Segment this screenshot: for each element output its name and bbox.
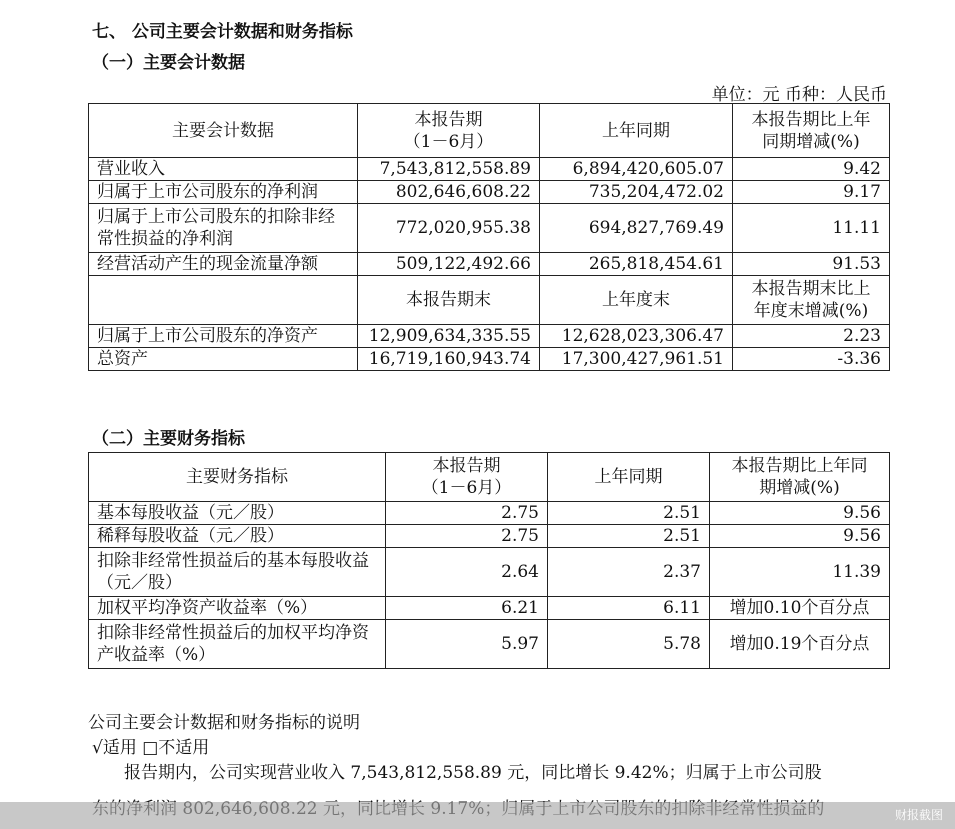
table-cell: 9.56 — [710, 525, 890, 548]
table-cell: 12,628,023,306.47 — [540, 325, 733, 348]
table-cell: 经营活动产生的现金流量净额 — [89, 253, 358, 276]
table-cell: 扣除非经常性损益后的基本每股收益（元／股） — [89, 548, 386, 597]
table-cell: 2.75 — [386, 502, 548, 525]
table-cell: 509,122,492.66 — [358, 253, 540, 276]
table-cell: 5.97 — [386, 620, 548, 669]
table-cell: 扣除非经常性损益后的加权平均净资产收益率（%） — [89, 620, 386, 669]
table-cell: 2.64 — [386, 548, 548, 597]
table-cell: 基本每股收益（元／股） — [89, 502, 386, 525]
header-cell: 上年度末 — [540, 276, 733, 325]
table-cell: 归属于上市公司股东的净资产 — [89, 325, 358, 348]
table-row — [89, 253, 890, 276]
table-cell: 265,818,454.61 — [540, 253, 733, 276]
header-cell: 主要财务指标 — [89, 453, 386, 502]
table-row — [89, 620, 890, 669]
notes-paragraph-line1: 报告期内，公司实现营业收入 7,543,812,558.89 元，同比增长 9.42%；归属于上市公司股 — [124, 763, 822, 783]
table-cell: 6.11 — [548, 597, 710, 620]
table-cell: 7,543,812,558.89 — [358, 158, 540, 181]
header-cell: 本报告期 （1－6月） — [386, 453, 548, 502]
header-cell: 上年同期 — [548, 453, 710, 502]
table-cell: 5.78 — [548, 620, 710, 669]
header-cell — [89, 276, 358, 325]
table-cell: 735,204,472.02 — [540, 181, 733, 204]
watermark: 财报截图 — [894, 808, 943, 822]
table-cell: 总资产 — [89, 348, 358, 371]
table-cell: 91.53 — [733, 253, 890, 276]
currency-unit: 单位：元 币种：人民币 — [711, 85, 887, 105]
table-cell: 9.42 — [733, 158, 890, 181]
table-row — [89, 325, 890, 348]
table-header-row — [89, 453, 890, 502]
table-cell: 9.17 — [733, 181, 890, 204]
table-cell: 6,894,420,605.07 — [540, 158, 733, 181]
table-row — [89, 597, 890, 620]
table-row — [89, 502, 890, 525]
table-cell: 稀释每股收益（元／股） — [89, 525, 386, 548]
accounting-data-table — [88, 103, 890, 371]
table-cell: 16,719,160,943.74 — [358, 348, 540, 371]
table-cell: -3.36 — [733, 348, 890, 371]
footer-bar — [0, 802, 955, 829]
subheading-accounting-data: （一）主要会计数据 — [92, 53, 245, 73]
table-header-row — [89, 276, 890, 325]
table-cell: 营业收入 — [89, 158, 358, 181]
header-cell: 本报告期末比上 年度末增减(%) — [733, 276, 890, 325]
table-cell: 17,300,427,961.51 — [540, 348, 733, 371]
table-cell: 6.21 — [386, 597, 548, 620]
header-cell: 上年同期 — [540, 104, 733, 158]
table-cell: 694,827,769.49 — [540, 204, 733, 253]
table-cell: 772,020,955.38 — [358, 204, 540, 253]
notes-title: 公司主要会计数据和财务指标的说明 — [88, 713, 360, 733]
table-cell: 2.37 — [548, 548, 710, 597]
header-cell: 主要会计数据 — [89, 104, 358, 158]
subheading-financial-indicators: （二）主要财务指标 — [92, 429, 245, 449]
table-cell: 归属于上市公司股东的净利润 — [89, 181, 358, 204]
section-heading: 七、 公司主要会计数据和财务指标 — [92, 22, 353, 42]
table-cell: 2.51 — [548, 525, 710, 548]
header-cell: 本报告期比上年 同期增减(%) — [733, 104, 890, 158]
table-row — [89, 525, 890, 548]
header-cell: 本报告期末 — [358, 276, 540, 325]
table-cell: 9.56 — [710, 502, 890, 525]
table-row — [89, 158, 890, 181]
table-cell: 2.51 — [548, 502, 710, 525]
table-row — [89, 548, 890, 597]
table-cell: 增加0.10个百分点 — [710, 597, 890, 620]
table-cell: 归属于上市公司股东的扣除非经常性损益的净利润 — [89, 204, 358, 253]
header-cell: 本报告期比上年同 期增减(%) — [710, 453, 890, 502]
applicable-checkbox-text: √适用 □不适用 — [92, 738, 210, 758]
table-row — [89, 204, 890, 253]
table-cell: 11.11 — [733, 204, 890, 253]
table-cell: 2.75 — [386, 525, 548, 548]
table-cell: 2.23 — [733, 325, 890, 348]
table-cell: 12,909,634,335.55 — [358, 325, 540, 348]
table-cell: 增加0.19个百分点 — [710, 620, 890, 669]
table-cell: 加权平均净资产收益率（%） — [89, 597, 386, 620]
financial-indicators-table — [88, 452, 890, 669]
table-cell: 11.39 — [710, 548, 890, 597]
table-row — [89, 348, 890, 371]
table-cell: 802,646,608.22 — [358, 181, 540, 204]
table-header-row — [89, 104, 890, 158]
header-cell: 本报告期 （1－6月） — [358, 104, 540, 158]
table-row — [89, 181, 890, 204]
